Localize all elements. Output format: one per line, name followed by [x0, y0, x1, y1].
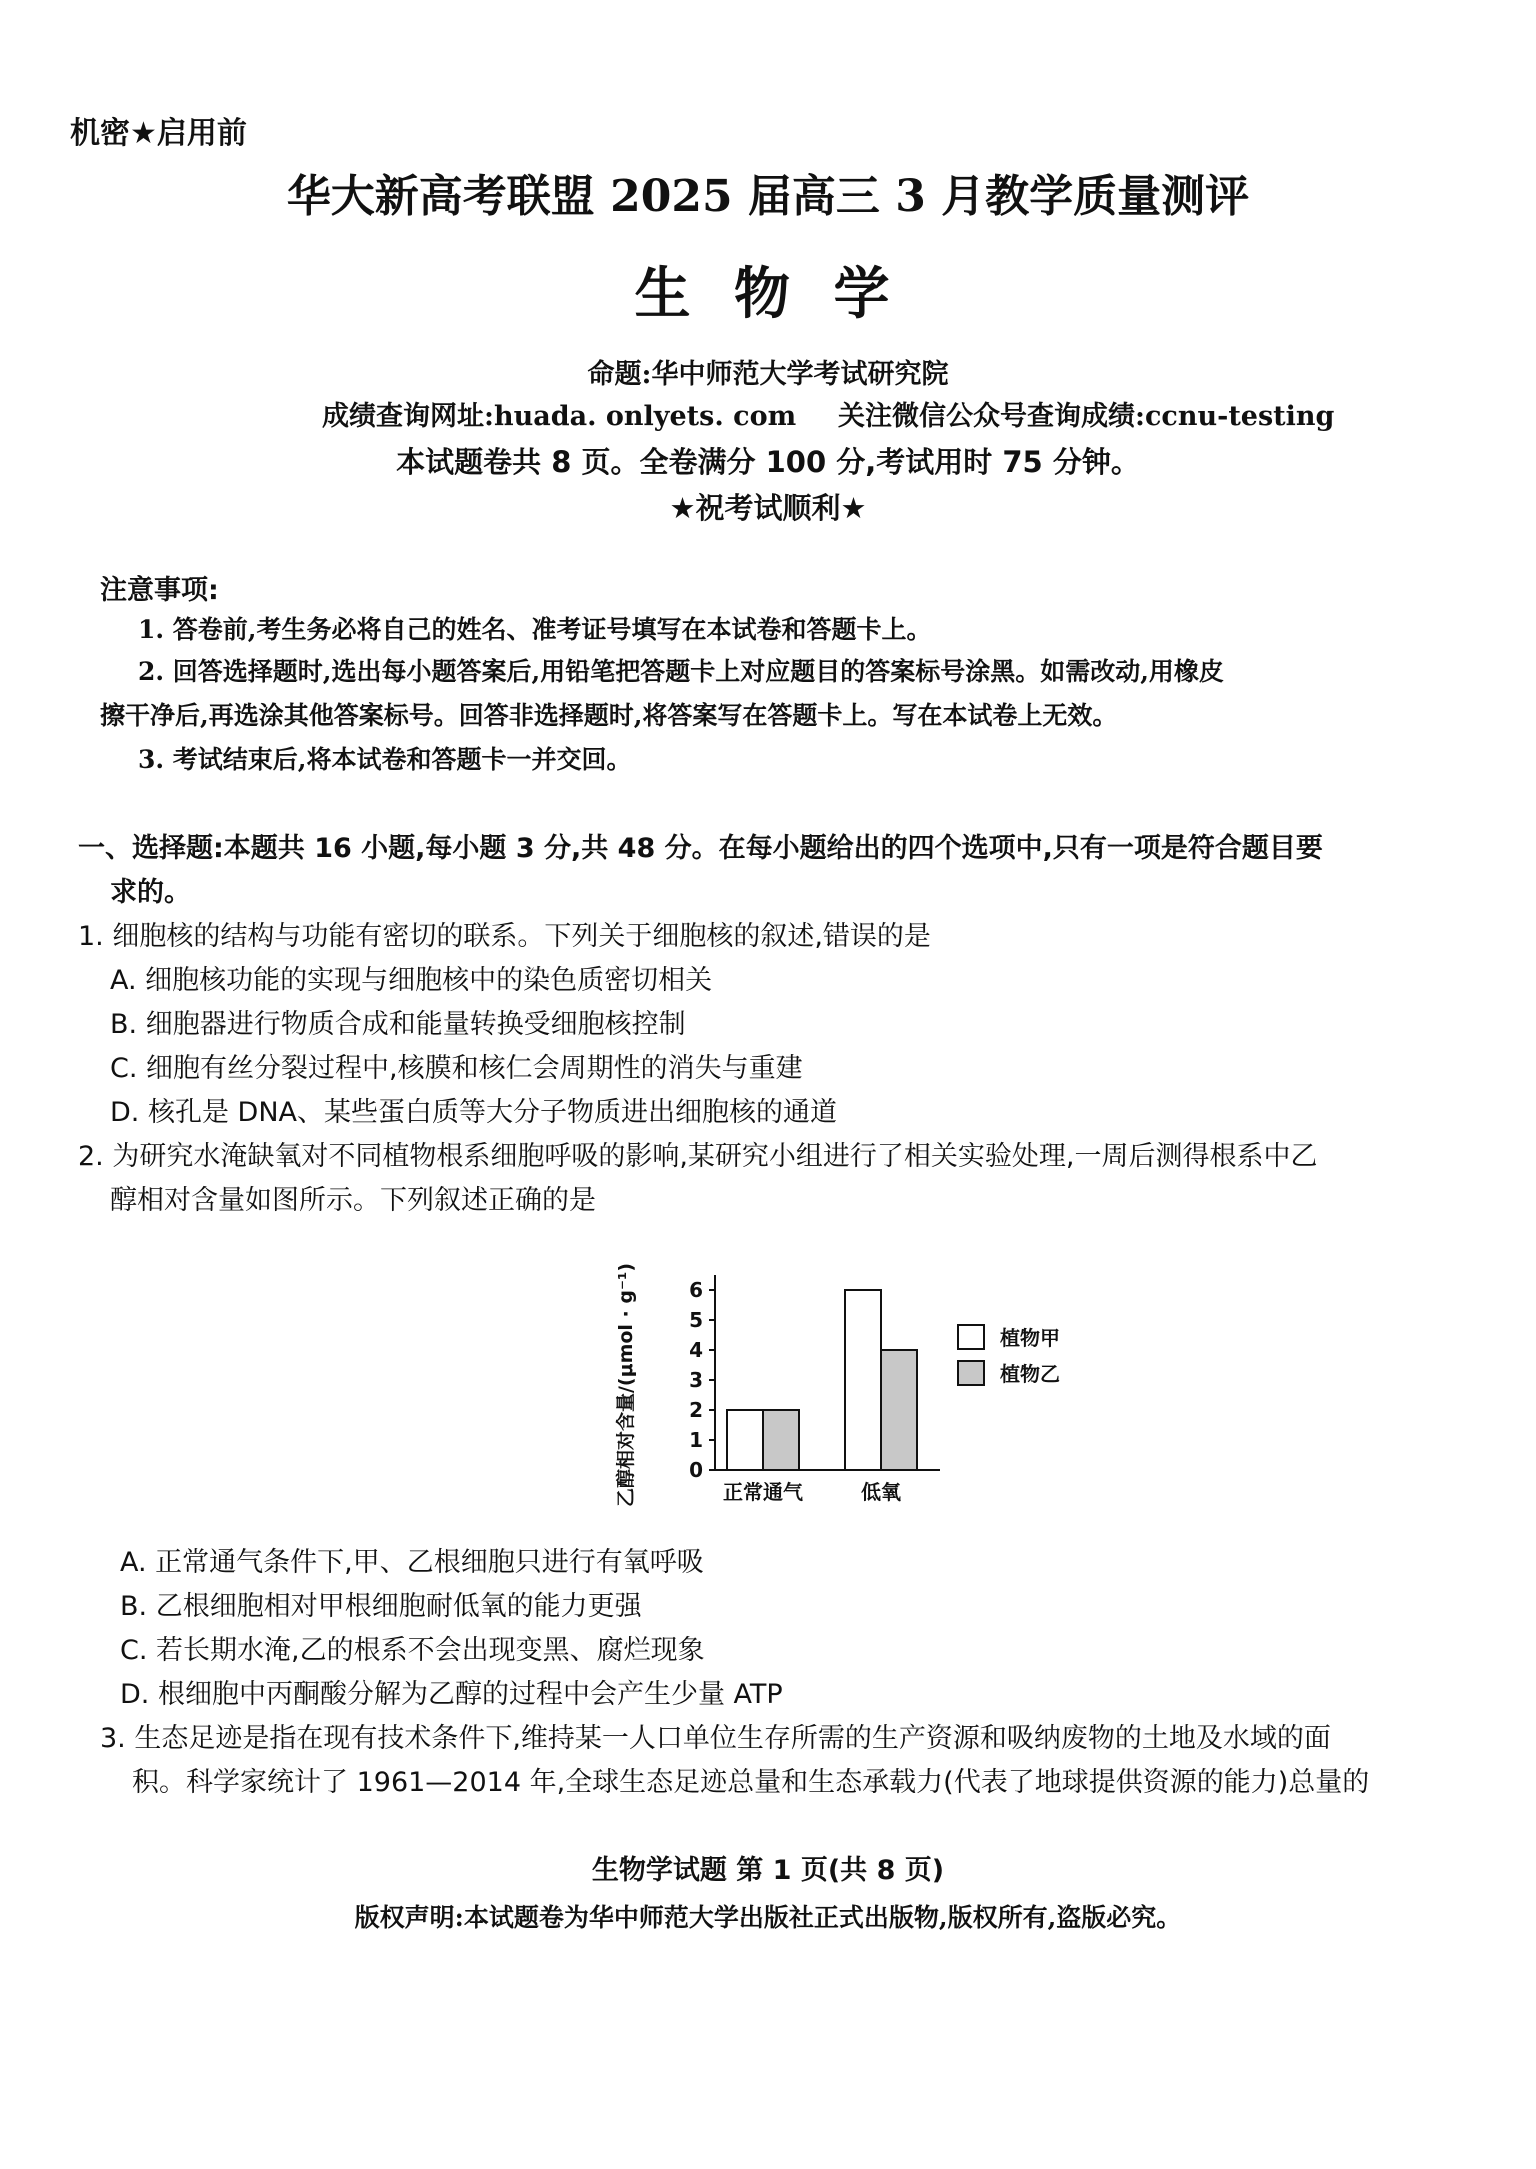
x-category-label: 低氧 — [861, 1480, 901, 1504]
wechat-info: 关注微信公众号查询成绩:ccnu-testing — [838, 401, 1335, 432]
legend-swatch — [958, 1361, 984, 1385]
y-tick-label: 2 — [689, 1398, 703, 1422]
copyright-notice: 版权声明:本试题卷为华中师范大学出版社正式出版物,版权所有,盗版必究。 — [354, 1903, 1182, 1932]
subject-title: 生 物 学 — [634, 262, 902, 327]
y-tick-label: 5 — [689, 1308, 703, 1332]
y-tick-label: 6 — [689, 1278, 703, 1302]
section-1-heading: 一、选择题:本题共 16 小题,每小题 3 分,共 48 分。在每小题给出的四个选项中,只有一项是符合题目要 — [78, 833, 1323, 864]
q2-stem-1: 2. 为研究水淹缺氧对不同植物根系细胞呼吸的影响,某研究小组进行了相关实验处理,一周后测得根系中乙 — [78, 1141, 1318, 1172]
confidential-label: 机密★启用前 — [70, 116, 247, 151]
notice-line-2a: 2. 回答选择题时,选出每小题答案后,用铅笔把答题卡上对应题目的答案标号涂黑。如需改动,用橡皮 — [138, 657, 1224, 686]
q2-option-a: A. 正常通气条件下,甲、乙根细胞只进行有氧呼吸 — [120, 1547, 704, 1578]
pages-info: 本试题卷共 8 页。全卷满分 100 分,考试用时 75 分钟。 — [396, 445, 1140, 479]
q1-option-d: D. 核孔是 DNA、某些蛋白质等大分子物质进出细胞核的通道 — [110, 1097, 837, 1128]
notice-line-3: 3. 考试结束后,将本试卷和答题卡一并交回。 — [138, 745, 632, 774]
query-site: 成绩查询网址:huada. onlyets. com — [322, 401, 797, 432]
q1-option-c: C. 细胞有丝分裂过程中,核膜和核仁会周期性的消失与重建 — [110, 1053, 803, 1084]
good-luck: ★祝考试顺利★ — [669, 491, 867, 525]
q2-stem-2: 醇相对含量如图所示。下列叙述正确的是 — [110, 1185, 596, 1216]
legend-label: 植物乙 — [1000, 1362, 1060, 1386]
x-category-label: 正常通气 — [723, 1480, 803, 1504]
legend-label: 植物甲 — [1000, 1326, 1060, 1350]
y-tick-label: 1 — [689, 1428, 703, 1452]
bar-plant-a — [845, 1290, 881, 1470]
q3-stem-1: 3. 生态足迹是指在现有技术条件下,维持某一人口单位生存所需的生产资源和吸纳废物的土地及水域的面 — [100, 1723, 1331, 1754]
q3-stem-2: 积。科学家统计了 1961—2014 年,全球生态足迹总量和生态承载力(代表了地球提供资源的能力)总量的 — [132, 1767, 1370, 1798]
notice-line-2b: 擦干净后,再选涂其他答案标号。回答非选择题时,将答案写在答题卡上。写在本试卷上无效。 — [100, 701, 1118, 730]
q1-stem: 1. 细胞核的结构与功能有密切的联系。下列关于细胞核的叙述,错误的是 — [78, 921, 931, 952]
notice-heading: 注意事项: — [100, 575, 219, 606]
y-tick-label: 4 — [689, 1338, 703, 1362]
q2-option-c: C. 若长期水淹,乙的根系不会出现变黑、腐烂现象 — [120, 1635, 705, 1666]
bar-plant-b — [881, 1350, 917, 1470]
ethanol-bar-chart — [600, 1245, 1120, 1515]
notice-line-1: 1. 答卷前,考生务必将自己的姓名、准考证号填写在本试卷和答题卡上。 — [138, 615, 932, 644]
y-tick-label: 0 — [689, 1458, 703, 1482]
bar-plant-b — [763, 1410, 799, 1470]
q2-option-b: B. 乙根细胞相对甲根细胞耐低氧的能力更强 — [120, 1591, 642, 1622]
bar-plant-a — [727, 1410, 763, 1470]
section-1-heading-cont: 求的。 — [110, 877, 191, 908]
q1-option-b: B. 细胞器进行物质合成和能量转换受细胞核控制 — [110, 1009, 686, 1040]
exam-title: 华大新高考联盟 2025 届高三 3 月教学质量测评 — [286, 171, 1250, 222]
y-tick-label: 3 — [689, 1368, 703, 1392]
q1-option-a: A. 细胞核功能的实现与细胞核中的染色质密切相关 — [110, 965, 713, 996]
legend-swatch — [958, 1325, 984, 1349]
q2-option-d: D. 根细胞中丙酮酸分解为乙醇的过程中会产生少量 ATP — [120, 1679, 783, 1710]
author-line: 命题:华中师范大学考试研究院 — [587, 359, 949, 390]
page-footer: 生物学试题 第 1 页(共 8 页) — [591, 1855, 945, 1886]
y-axis-label: 乙醇相对含量/(μmol · g⁻¹) — [615, 1262, 637, 1508]
